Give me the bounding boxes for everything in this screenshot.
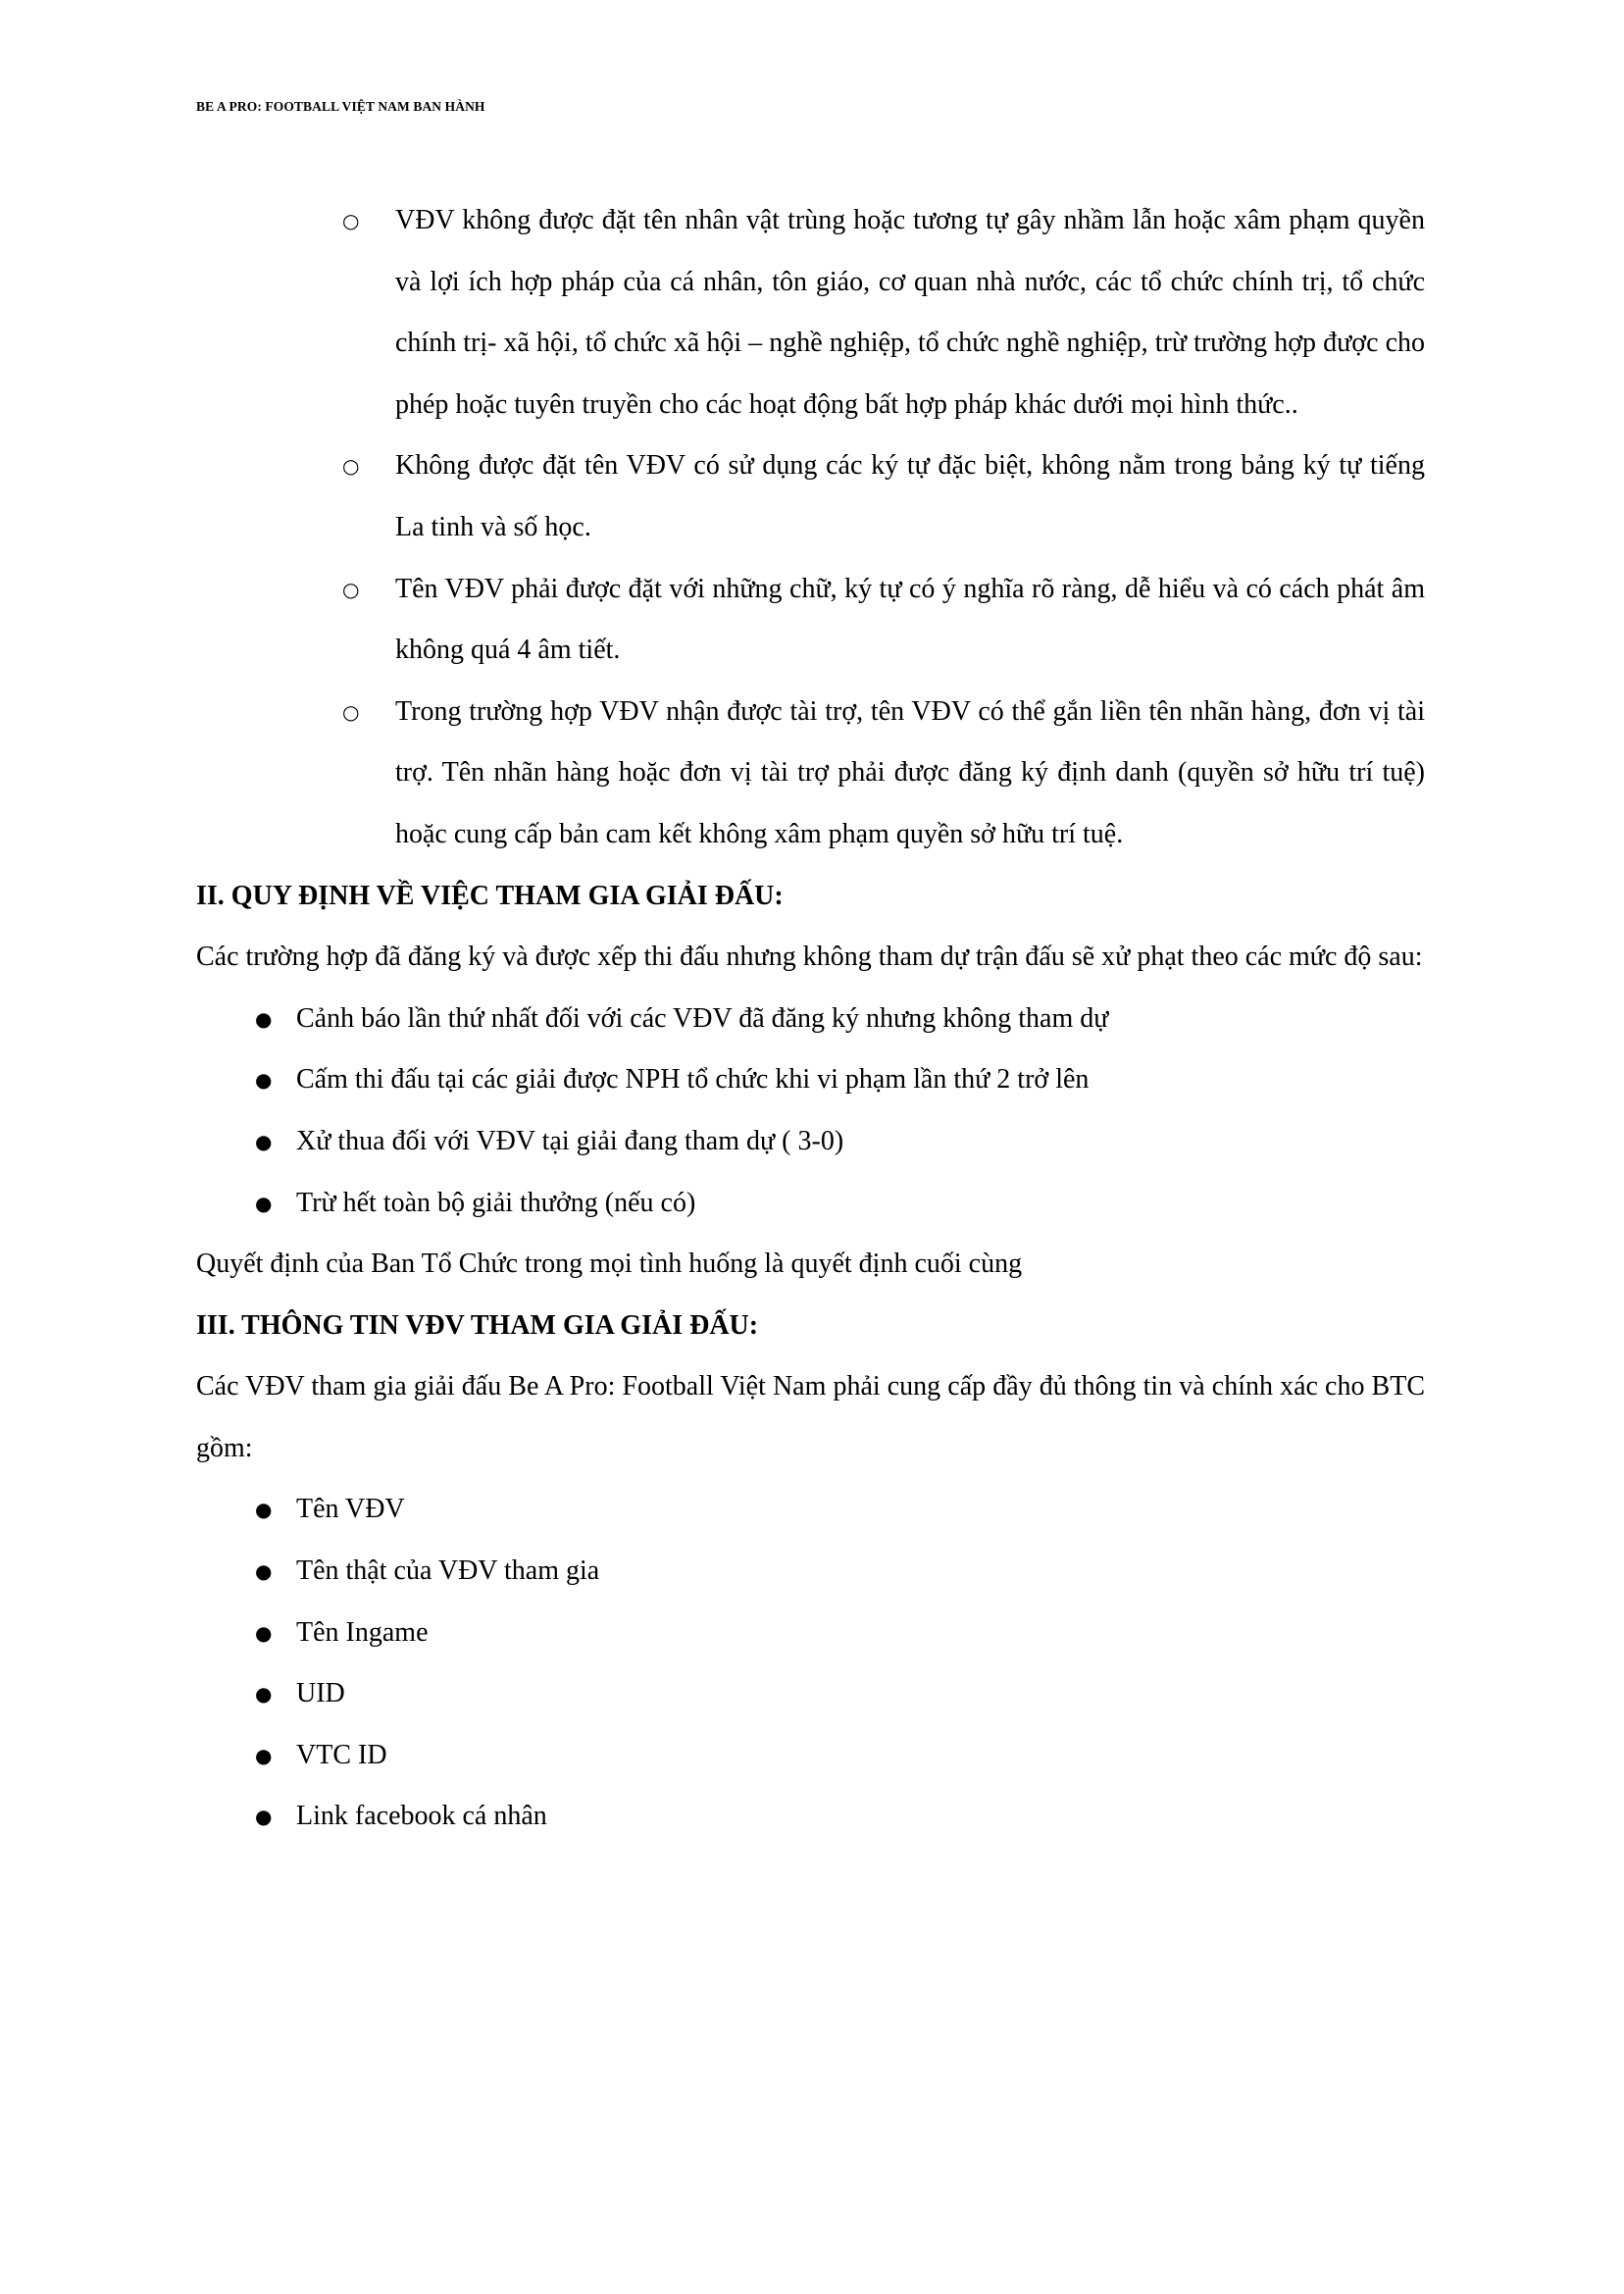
list-item	[342, 682, 1425, 866]
list-item-text: Tên Ingame	[296, 1616, 429, 1648]
bullet-dot-icon: ●	[255, 1620, 273, 1645]
hollow-circle-bullet-icon: ○	[342, 577, 360, 601]
bullet-dot-icon: ●	[255, 1682, 273, 1707]
bullet-dot-icon: ●	[255, 1068, 273, 1093]
section-heading-iii: III. THÔNG TIN VĐV THAM GIA GIẢI ĐẤU:	[196, 1309, 759, 1341]
list-item	[255, 1111, 1425, 1173]
section-heading-ii: II. QUY ĐỊNH VỀ VIỆC THAM GIA GIẢI ĐẤU:	[196, 880, 784, 911]
bullet-dot-icon: ●	[255, 1743, 273, 1767]
list-item	[255, 1603, 1425, 1664]
bullet-dot-icon: ●	[255, 1805, 273, 1829]
bullet-dot-icon: ●	[255, 1129, 273, 1153]
running-header: BE A PRO: FOOTBALL VIỆT NAM BAN HÀNH	[196, 99, 485, 114]
bullet-dot-icon: ●	[255, 1498, 273, 1522]
list-item	[342, 190, 1425, 435]
list-item-text: Cấm thi đấu tại các giải được NPH tổ chức khi vi phạm lần thứ 2 trở lên	[296, 1064, 1090, 1096]
penalty-list	[196, 989, 1425, 1234]
list-item	[342, 435, 1425, 558]
list-item-text: VTC ID	[296, 1739, 387, 1770]
list-item-text: Tên VĐV phải được đặt với những chữ, ký tự có ý nghĩa rõ ràng, dễ hiểu và có cách phát âm không quá 4 âm tiết.	[395, 573, 1425, 666]
hollow-circle-bullet-icon: ○	[342, 699, 360, 724]
section-ii-intro: Các trường hợp đã đăng ký và được xếp thi đấu nhưng không tham dự trận đấu sẽ xử phạt theo các mức độ sau:	[196, 942, 1423, 973]
list-item-text: Trong trường hợp VĐV nhận được tài trợ, tên VĐV có thể gắn liền tên nhãn hàng, đơn vị tài trợ. Tên nhãn hàng hoặc đơn vị tài trợ phải được đăng ký định danh (quyền sở hữu trí tuệ) hoặc cung cấp bản cam kết không xâm phạm quyền sở hữu trí tuệ.	[395, 695, 1425, 849]
list-item	[255, 1049, 1425, 1111]
list-item-text: Cảnh báo lần thứ nhất đối với các VĐV đã đăng ký nhưng không tham dự	[296, 1002, 1109, 1034]
list-item-text: Không được đặt tên VĐV có sử dụng các ký tự đặc biệt, không nằm trong bảng ký tự tiếng La tinh và số học.	[395, 450, 1425, 542]
list-item	[255, 989, 1425, 1050]
list-item	[255, 1725, 1425, 1787]
list-item	[255, 1541, 1425, 1603]
naming-rules-list	[196, 190, 1425, 866]
list-item-text: Trừ hết toàn bộ giải thưởng (nếu có)	[296, 1187, 696, 1218]
list-item	[255, 1479, 1425, 1541]
bullet-dot-icon: ●	[255, 1559, 273, 1584]
list-item-text: UID	[296, 1678, 345, 1709]
list-item-text: Xử thua đối với VĐV tại giải đang tham dự ( 3-0)	[296, 1125, 844, 1156]
required-info-list	[196, 1479, 1425, 1848]
bullet-dot-icon: ●	[255, 1191, 273, 1215]
list-item	[342, 559, 1425, 682]
list-item	[255, 1173, 1425, 1235]
bullet-dot-icon: ●	[255, 1006, 273, 1031]
hollow-circle-bullet-icon: ○	[342, 209, 360, 232]
list-item-text: Tên VĐV	[296, 1494, 405, 1525]
list-item	[255, 1663, 1425, 1725]
list-item	[255, 1786, 1425, 1848]
list-item-text: Tên thật của VĐV tham gia	[296, 1555, 600, 1587]
document-body	[196, 190, 1425, 1848]
list-item-text: VĐV không được đặt tên nhân vật trùng hoặc tương tự gây nhầm lẫn hoặc xâm phạm quyền và lợi ích hợp pháp của cá nhân, tôn giáo, cơ quan nhà nước, các tổ chức chính trị, tổ chức chính trị- xã hội, tổ chức xã hội – nghề nghiệp, tổ chức nghề nghiệp, trừ trường hợp được cho phép hoặc tuyên truyền cho các hoạt động bất hợp pháp khác dưới mọi hình thức..	[395, 205, 1425, 420]
section-ii-closing: Quyết định của Ban Tổ Chức trong mọi tình huống là quyết định cuối cùng	[196, 1249, 1023, 1280]
hollow-circle-bullet-icon: ○	[342, 454, 360, 479]
section-iii-intro: Các VĐV tham gia giải đấu Be A Pro: Football Việt Nam phải cung cấp đầy đủ thông tin và chính xác cho BTC gồm:	[196, 1371, 1425, 1463]
list-item-text: Link facebook cá nhân	[296, 1801, 547, 1832]
